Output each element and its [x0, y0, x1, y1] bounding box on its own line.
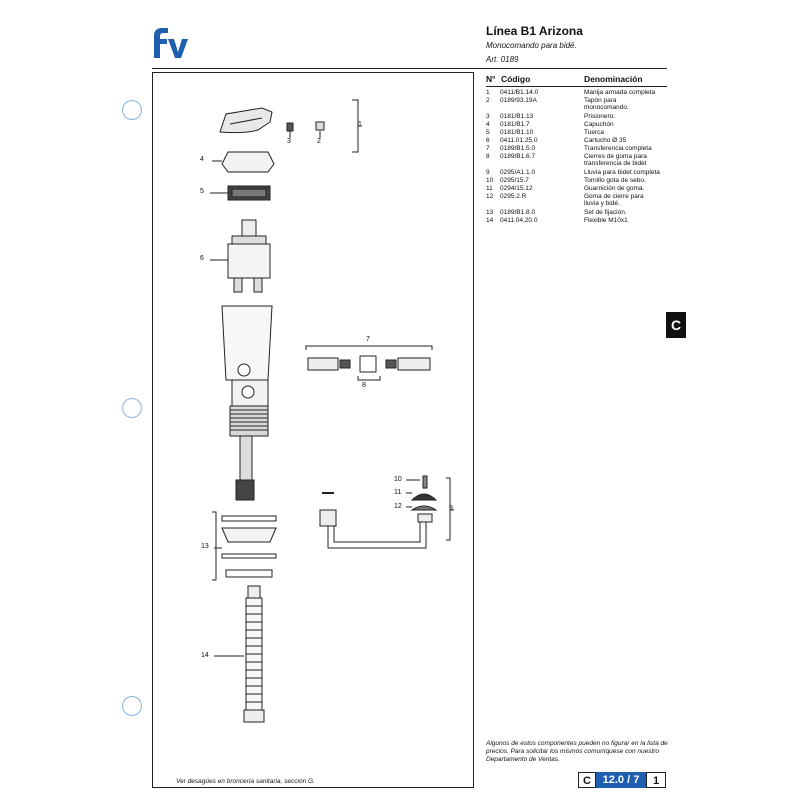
row-number: 7 [486, 145, 490, 152]
row-description: Lluvia para bidet completa [584, 169, 660, 176]
row-number: 2 [486, 97, 490, 104]
row-description: Cartucho Ø 35 [584, 137, 627, 144]
product-title: Línea B1 Arizona [486, 24, 583, 38]
row-number: 14 [486, 217, 494, 224]
row-code: 0294/15.12 [500, 185, 533, 192]
row-code: 0189/B1.8.0 [500, 209, 536, 216]
row-description: Tuerca [584, 129, 604, 136]
row-number: 5 [486, 129, 490, 136]
col-header-number: N° [486, 74, 496, 84]
callout-14: 14 [201, 652, 209, 659]
row-code: 0189/B1.5.0 [500, 145, 536, 152]
callout-6: 6 [200, 255, 204, 262]
row-description: Capuchón [584, 121, 614, 128]
row-code: 0189/B1.6.7 [500, 153, 536, 160]
callout-13: 13 [201, 543, 209, 550]
product-subtitle: Monocomando para bidé. [486, 41, 577, 50]
row-description: Cierres de goma para transferencia de bidet [584, 153, 647, 167]
price-list-note: Algunos de estos componentes pueden no figurar en la lista de precios. Para solicitar los mismos comuníquese con nuestro Departamento de Ventas. [486, 740, 668, 763]
page-section-letter: C [578, 772, 596, 788]
callout-12: 12 [394, 503, 402, 510]
article-number: Art. 0189 [486, 55, 519, 64]
callout-8: 8 [362, 382, 366, 389]
row-description: Goma de cierre para lluvia y bidé. [584, 193, 644, 207]
row-number: 3 [486, 113, 490, 120]
row-number: 1 [486, 89, 490, 96]
row-code: 0295.2.R [500, 193, 527, 200]
row-number: 13 [486, 209, 494, 216]
row-number: 8 [486, 153, 490, 160]
row-number: 6 [486, 137, 490, 144]
row-code: 0411/B1.14.0 [500, 89, 539, 96]
row-code: 0181/B1.7 [500, 121, 530, 128]
row-code: 0411.01.25.0 [500, 137, 538, 144]
col-header-description: Denominación [584, 74, 643, 84]
callout-11: 11 [394, 489, 402, 496]
callout-3: 3 [287, 138, 291, 145]
row-number: 12 [486, 193, 494, 200]
callout-9: 9 [449, 505, 453, 512]
page-sheet: 1 [646, 772, 666, 788]
callout-2: 2 [317, 138, 321, 145]
section-tab: C [666, 312, 686, 338]
row-description: Prisionero. [584, 113, 616, 120]
row-number: 11 [486, 185, 493, 192]
row-code: 0411.04.20.0 [500, 217, 538, 224]
callout-7: 7 [366, 336, 370, 343]
callout-1: 1 [358, 121, 362, 128]
row-number: 4 [486, 121, 490, 128]
row-description: Set de fijación. [584, 209, 627, 216]
row-code: 0189/93.19A [500, 97, 537, 104]
row-description: Manija armada completa [584, 89, 656, 96]
row-code: 0295/15.7 [500, 177, 529, 184]
callout-5: 5 [200, 188, 204, 195]
table-header-rule [486, 86, 667, 87]
row-description: Guarnición de goma. [584, 185, 645, 192]
row-description: Tapón para monocomando. [584, 97, 629, 111]
drain-reference-note: Ver desagües en broncería sanitaria, sección G. [176, 778, 315, 785]
row-description: Transferencia completa [584, 145, 652, 152]
row-number: 10 [486, 177, 494, 184]
row-code: 0181/B1.10 [500, 129, 534, 136]
row-number: 9 [486, 169, 490, 176]
row-code: 0295/A1.1.0 [500, 169, 536, 176]
callout-4: 4 [200, 156, 204, 163]
row-description: Tornillo gota de sebo. [584, 177, 646, 184]
row-code: 0181/B1.13 [500, 113, 534, 120]
col-header-code: Código [501, 74, 531, 84]
row-description: Flexible M10x1 [584, 217, 628, 224]
callout-10: 10 [394, 476, 402, 483]
page-number: 12.0 / 7 [596, 772, 646, 788]
